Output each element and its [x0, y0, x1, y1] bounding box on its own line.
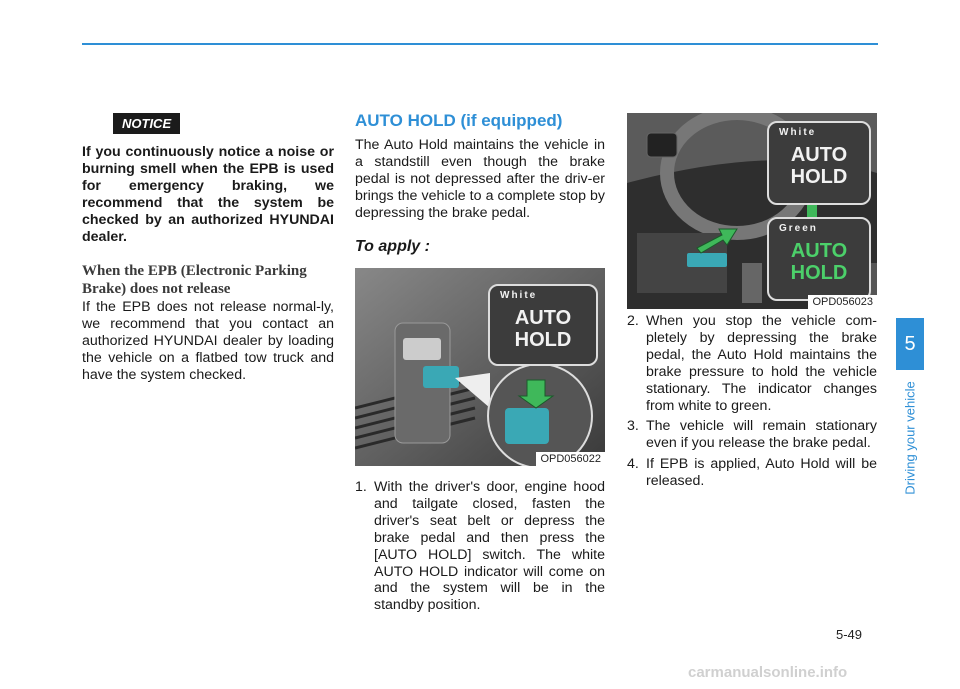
- header-rule: [82, 43, 878, 45]
- step-text: With the driver's door, engine hood and tailgate closed, fasten the driver's seat belt or depress the brake pedal and then press the [AUTO HOLD] switch. The white AUTO HOLD indicator will come on and the system will be in the standby position.: [374, 479, 605, 614]
- hold-text: HOLD: [514, 329, 572, 351]
- page-number: 5-49: [836, 627, 863, 642]
- step-text: The vehicle will remain stationary even if you release the brake pedal.: [646, 418, 877, 452]
- notice-text: If you continuously notice a noise or burning smell when the EPB is used for emergency braking, we recommend that the system be checked by an authorized HYUNDAI dealer.: [82, 144, 334, 245]
- figure-code: OPD056022: [536, 452, 605, 466]
- step-number: 1.: [355, 479, 367, 495]
- list-item: [627, 418, 877, 452]
- white-label: White: [500, 290, 538, 301]
- auto-text: AUTO: [514, 307, 572, 329]
- hold-text: HOLD: [790, 166, 848, 188]
- notice-badge: NOTICE: [113, 113, 180, 134]
- figure-code: OPD056023: [808, 295, 877, 309]
- watermark-footer: carmanualsonline.info: [688, 664, 848, 681]
- chapter-tab: 5: [896, 318, 924, 370]
- white-indicator-panel: [488, 284, 598, 366]
- epb-body-text: If the EPB does not release normal-ly, we recommend that you contact an authorized HYUNDAI dealer by loading the vehicle on a flatbed tow truck and have the system checked.: [82, 299, 334, 383]
- auto-hold-title: AUTO HOLD (if equipped): [355, 111, 563, 130]
- chapter-title-text: Driving your vehicle: [902, 381, 918, 495]
- chapter-title: [896, 378, 924, 498]
- step-list-right: [627, 313, 877, 494]
- epb-section-heading: When the EPB (Electronic Parking Brake) does not release: [82, 263, 307, 297]
- step-list-left: [355, 479, 605, 618]
- white-indicator-panel-2: [767, 121, 871, 205]
- step-number: 4.: [627, 456, 639, 473]
- auto-hold-switch-figure: [355, 268, 605, 466]
- to-apply-heading: To apply :: [355, 238, 430, 255]
- auto-hold-intro: The Auto Hold maintains the vehicle in a standstill even though the brake pedal is not depressed after the driv-er brings the vehicle to a complete stop by depressing the brake pedal.: [355, 137, 605, 221]
- green-label: Green: [779, 223, 818, 234]
- step-number: 2.: [627, 313, 639, 329]
- list-item: [627, 313, 877, 414]
- auto-text: AUTO: [790, 144, 848, 166]
- green-indicator-panel: [767, 217, 871, 301]
- dashboard-figure: [627, 113, 877, 309]
- step-number: 3.: [627, 418, 639, 435]
- white-label: White: [779, 127, 817, 138]
- list-item: [355, 479, 605, 614]
- step-text: When you stop the vehicle com-pletely by depressing the brake pedal, the Auto Hold maintains the brake pressure to hold the vehicle stationary. The indicator changes from white to green.: [646, 313, 877, 414]
- step-text: If EPB is applied, Auto Hold will be released.: [646, 456, 877, 490]
- list-item: [627, 456, 877, 490]
- hold-text: HOLD: [790, 262, 848, 284]
- auto-text: AUTO: [790, 240, 848, 262]
